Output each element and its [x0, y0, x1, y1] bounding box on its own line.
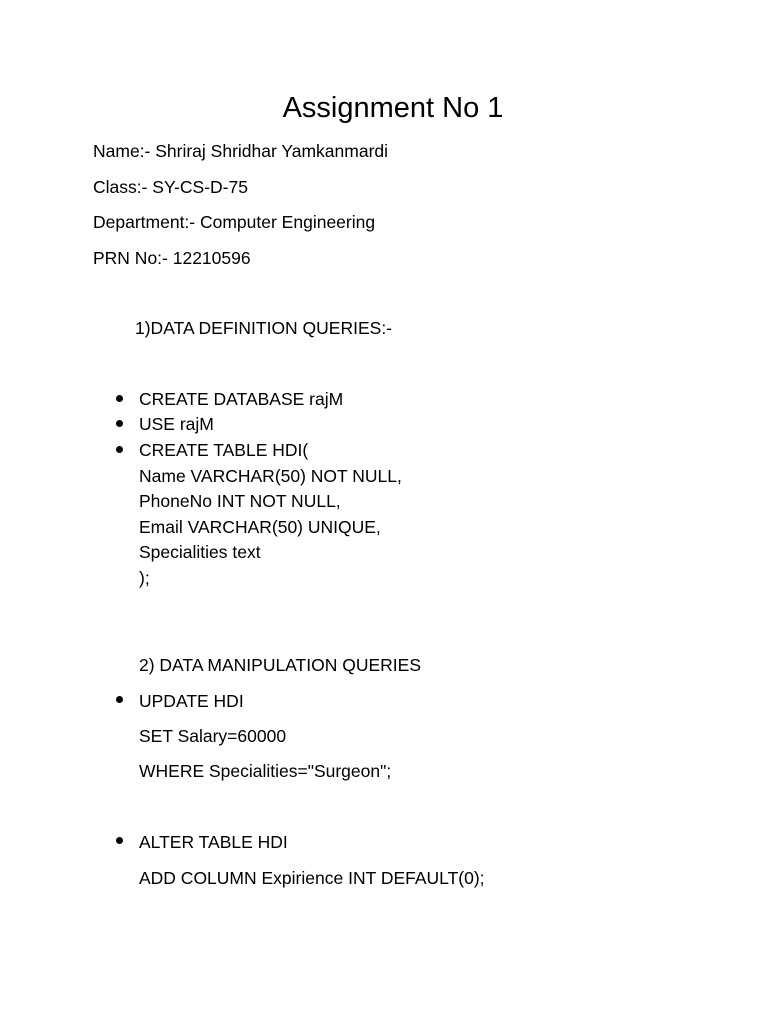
student-name: Name:- Shriraj Shridhar Yamkanmardi [93, 141, 389, 161]
bullet-dot [116, 395, 123, 402]
section-heading-ddl: 1)DATA DEFINITION QUERIES:- [135, 318, 393, 338]
list-item: ALTER TABLE HDI [139, 832, 288, 852]
section-heading-dml: 2) DATA MANIPULATION QUERIES [139, 655, 421, 675]
code-line: Email VARCHAR(50) UNIQUE, [139, 517, 381, 537]
list-item: USE rajM [139, 414, 214, 434]
list-item: CREATE TABLE HDI( [139, 440, 309, 460]
student-class: Class:- SY-CS-D-75 [93, 177, 248, 197]
page-title: Assignment No 1 [282, 92, 504, 124]
bullet-dot [116, 446, 123, 453]
bullet-dot [116, 696, 123, 703]
code-line: SET Salary=60000 [139, 726, 287, 746]
code-line: WHERE Specialities="Surgeon"; [139, 761, 392, 781]
student-department: Department:- Computer Engineering [93, 212, 376, 232]
code-line: Specialities text [139, 542, 261, 562]
code-line: ); [139, 568, 150, 588]
student-prn: PRN No:- 12210596 [93, 248, 251, 268]
list-item: UPDATE HDI [139, 691, 244, 711]
code-line: ADD COLUMN Expirience INT DEFAULT(0); [139, 868, 485, 888]
bullet-dot [116, 420, 123, 427]
bullet-dot [116, 837, 123, 844]
code-line: Name VARCHAR(50) NOT NULL, [139, 466, 402, 486]
code-line: PhoneNo INT NOT NULL, [139, 491, 341, 511]
list-item: CREATE DATABASE rajM [139, 389, 344, 409]
